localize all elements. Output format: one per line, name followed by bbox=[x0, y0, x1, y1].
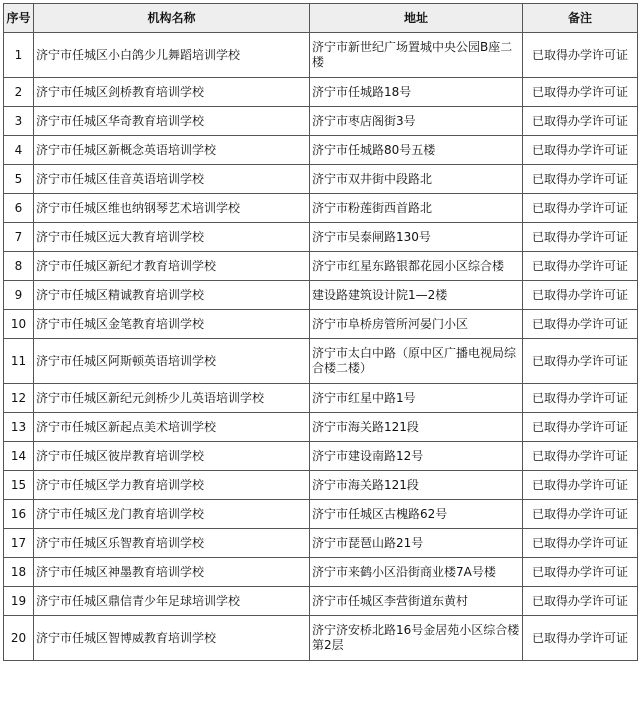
row-index: 12 bbox=[4, 384, 34, 413]
institution-name: 济宁市任城区新纪才教育培训学校 bbox=[34, 252, 310, 281]
institution-address: 济宁市海关路121段 bbox=[310, 413, 523, 442]
row-index: 17 bbox=[4, 529, 34, 558]
institution-name: 济宁市任城区华奇教育培训学校 bbox=[34, 107, 310, 136]
table-body bbox=[4, 33, 638, 661]
institution-address: 济宁市来鹤小区沿街商业楼7A号楼 bbox=[310, 558, 523, 587]
institution-address: 建设路建筑设计院1—2楼 bbox=[310, 281, 523, 310]
row-index: 18 bbox=[4, 558, 34, 587]
license-note: 已取得办学许可证 bbox=[523, 587, 638, 616]
institution-name: 济宁市任城区乐智教育培训学校 bbox=[34, 529, 310, 558]
table-row bbox=[4, 223, 638, 252]
license-note: 已取得办学许可证 bbox=[523, 339, 638, 384]
institution-table bbox=[3, 3, 638, 661]
institution-name: 济宁市任城区学力教育培训学校 bbox=[34, 471, 310, 500]
table-row bbox=[4, 252, 638, 281]
institution-address: 济宁市任城路80号五楼 bbox=[310, 136, 523, 165]
institution-address: 济宁市枣店阁街3号 bbox=[310, 107, 523, 136]
header-note: 备注 bbox=[523, 4, 638, 33]
institution-address: 济宁市吴泰闸路130号 bbox=[310, 223, 523, 252]
row-index: 9 bbox=[4, 281, 34, 310]
row-index: 2 bbox=[4, 78, 34, 107]
header-name: 机构名称 bbox=[34, 4, 310, 33]
institution-name: 济宁市任城区阿斯顿英语培训学校 bbox=[34, 339, 310, 384]
table-row bbox=[4, 310, 638, 339]
table-row bbox=[4, 33, 638, 78]
row-index: 11 bbox=[4, 339, 34, 384]
table-row bbox=[4, 500, 638, 529]
license-note: 已取得办学许可证 bbox=[523, 78, 638, 107]
license-note: 已取得办学许可证 bbox=[523, 413, 638, 442]
institution-address: 济宁市琵琶山路21号 bbox=[310, 529, 523, 558]
institution-name: 济宁市任城区鼎信青少年足球培训学校 bbox=[34, 587, 310, 616]
header-index: 序号 bbox=[4, 4, 34, 33]
row-index: 3 bbox=[4, 107, 34, 136]
institution-address: 济宁市双井街中段路北 bbox=[310, 165, 523, 194]
institution-name: 济宁市任城区小白鸽少儿舞蹈培训学校 bbox=[34, 33, 310, 78]
institution-name: 济宁市任城区龙门教育培训学校 bbox=[34, 500, 310, 529]
table-row bbox=[4, 78, 638, 107]
license-note: 已取得办学许可证 bbox=[523, 616, 638, 661]
table-row bbox=[4, 587, 638, 616]
license-note: 已取得办学许可证 bbox=[523, 384, 638, 413]
row-index: 15 bbox=[4, 471, 34, 500]
table-row bbox=[4, 281, 638, 310]
license-note: 已取得办学许可证 bbox=[523, 223, 638, 252]
institution-address: 济宁市任城区古槐路62号 bbox=[310, 500, 523, 529]
table-row bbox=[4, 529, 638, 558]
license-note: 已取得办学许可证 bbox=[523, 558, 638, 587]
row-index: 5 bbox=[4, 165, 34, 194]
institution-address: 济宁市粉莲街西首路北 bbox=[310, 194, 523, 223]
table-row bbox=[4, 442, 638, 471]
institution-address: 济宁市建设南路12号 bbox=[310, 442, 523, 471]
institution-name: 济宁市任城区剑桥教育培训学校 bbox=[34, 78, 310, 107]
institution-address: 济宁市海关路121段 bbox=[310, 471, 523, 500]
row-index: 14 bbox=[4, 442, 34, 471]
table-row bbox=[4, 558, 638, 587]
institution-name: 济宁市任城区维也纳钢琴艺术培训学校 bbox=[34, 194, 310, 223]
institution-name: 济宁市任城区精诚教育培训学校 bbox=[34, 281, 310, 310]
institution-name: 济宁市任城区新概念英语培训学校 bbox=[34, 136, 310, 165]
license-note: 已取得办学许可证 bbox=[523, 500, 638, 529]
table-row bbox=[4, 107, 638, 136]
license-note: 已取得办学许可证 bbox=[523, 165, 638, 194]
institution-address: 济宁市太白中路（原中区广播电视局综合楼二楼） bbox=[310, 339, 523, 384]
license-note: 已取得办学许可证 bbox=[523, 33, 638, 78]
license-note: 已取得办学许可证 bbox=[523, 281, 638, 310]
institution-name: 济宁市任城区神墨教育培训学校 bbox=[34, 558, 310, 587]
header-address: 地址 bbox=[310, 4, 523, 33]
table-row bbox=[4, 194, 638, 223]
row-index: 4 bbox=[4, 136, 34, 165]
table-row bbox=[4, 136, 638, 165]
institution-address: 济宁市任城区李营街道东黄村 bbox=[310, 587, 523, 616]
institution-address: 济宁市阜桥房管所河晏门小区 bbox=[310, 310, 523, 339]
row-index: 8 bbox=[4, 252, 34, 281]
institution-name: 济宁市任城区金笔教育培训学校 bbox=[34, 310, 310, 339]
license-note: 已取得办学许可证 bbox=[523, 310, 638, 339]
institution-name: 济宁市任城区智博威教育培训学校 bbox=[34, 616, 310, 661]
license-note: 已取得办学许可证 bbox=[523, 529, 638, 558]
row-index: 6 bbox=[4, 194, 34, 223]
license-note: 已取得办学许可证 bbox=[523, 194, 638, 223]
license-note: 已取得办学许可证 bbox=[523, 107, 638, 136]
institution-address: 济宁济安桥北路16号金居苑小区综合楼第2层 bbox=[310, 616, 523, 661]
row-index: 16 bbox=[4, 500, 34, 529]
row-index: 1 bbox=[4, 33, 34, 78]
institution-name: 济宁市任城区远大教育培训学校 bbox=[34, 223, 310, 252]
institution-name: 济宁市任城区新纪元剑桥少儿英语培训学校 bbox=[34, 384, 310, 413]
license-note: 已取得办学许可证 bbox=[523, 442, 638, 471]
row-index: 13 bbox=[4, 413, 34, 442]
license-note: 已取得办学许可证 bbox=[523, 252, 638, 281]
row-index: 7 bbox=[4, 223, 34, 252]
institution-address: 济宁市红星中路1号 bbox=[310, 384, 523, 413]
institution-address: 济宁市红星东路银都花园小区综合楼 bbox=[310, 252, 523, 281]
table-row bbox=[4, 339, 638, 384]
header-row bbox=[4, 4, 638, 33]
institution-name: 济宁市任城区佳音英语培训学校 bbox=[34, 165, 310, 194]
table-row bbox=[4, 165, 638, 194]
table-row bbox=[4, 616, 638, 661]
institution-name: 济宁市任城区新起点美术培训学校 bbox=[34, 413, 310, 442]
table-row bbox=[4, 384, 638, 413]
table-row bbox=[4, 413, 638, 442]
row-index: 19 bbox=[4, 587, 34, 616]
institution-address: 济宁市新世纪广场置城中央公园B座二楼 bbox=[310, 33, 523, 78]
table-row bbox=[4, 471, 638, 500]
license-note: 已取得办学许可证 bbox=[523, 471, 638, 500]
institution-address: 济宁市任城路18号 bbox=[310, 78, 523, 107]
institution-name: 济宁市任城区彼岸教育培训学校 bbox=[34, 442, 310, 471]
row-index: 20 bbox=[4, 616, 34, 661]
row-index: 10 bbox=[4, 310, 34, 339]
license-note: 已取得办学许可证 bbox=[523, 136, 638, 165]
